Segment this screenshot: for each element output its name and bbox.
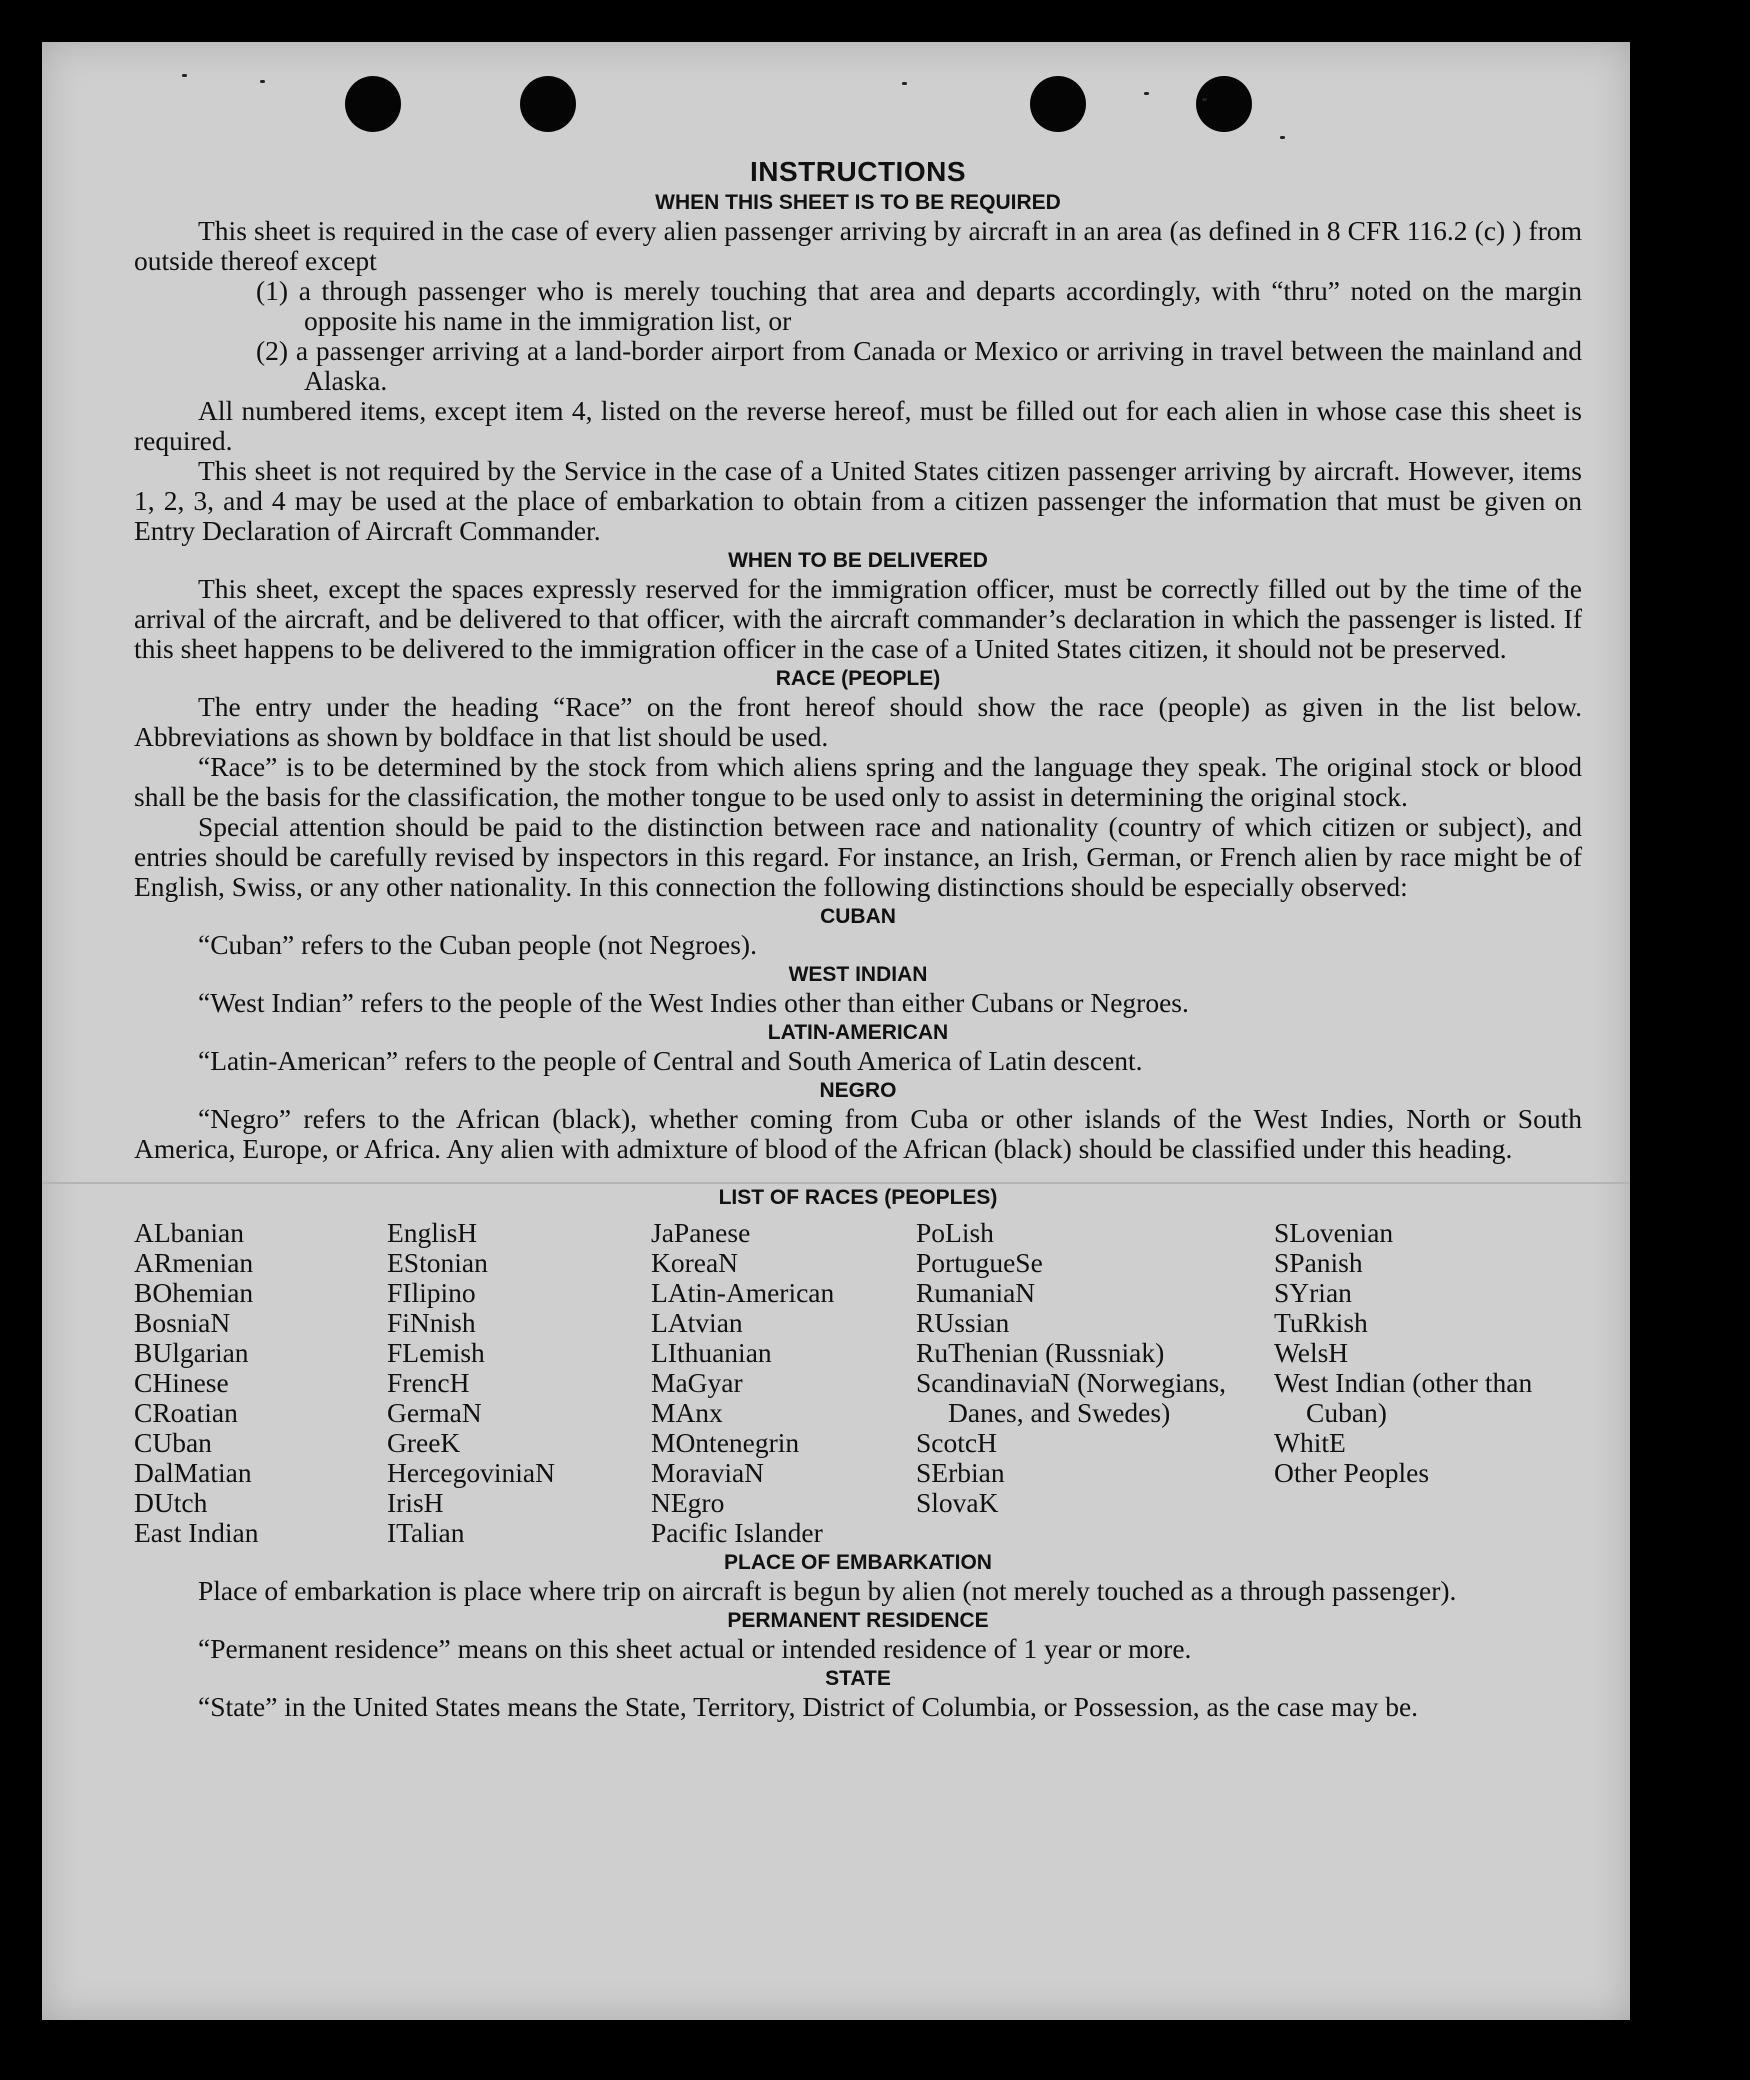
speck xyxy=(1202,98,1207,101)
race-entry: FLemish xyxy=(387,1337,485,1368)
section-heading: NEGRO xyxy=(819,1079,897,1102)
race-entry: Pacific Islander xyxy=(651,1517,823,1548)
race-entry: CHinese xyxy=(134,1367,229,1398)
paragraph: “Cuban” refers to the Cuban people (not Negroes). xyxy=(198,929,757,960)
race-entry: East Indian xyxy=(134,1517,259,1548)
section-heading: RACE (PEOPLE) xyxy=(775,667,941,690)
race-entry: ARmenian xyxy=(134,1247,254,1278)
paragraph: “West Indian” refers to the people of the West Indies other than either Cubans or Negroes. xyxy=(198,987,1189,1018)
race-column xyxy=(387,1218,651,1548)
paragraph: “Race” is to be determined by the stock from which aliens spring and the language they speak. The original stock or blood shall be the basis for the classification, the mother tongue to be used only to assist in determining the original stock. xyxy=(134,751,1582,812)
race-entry: FiNnish xyxy=(387,1307,476,1338)
race-entry: SLovenian xyxy=(1274,1217,1394,1248)
race-entry: JaPanese xyxy=(651,1217,751,1248)
race-entry: ITalian xyxy=(387,1517,465,1548)
paragraph: “Latin-American” refers to the people of Central and South America of Latin descent. xyxy=(198,1045,1143,1076)
section-heading: WEST INDIAN xyxy=(788,963,928,986)
race-entry: MAnx xyxy=(651,1397,723,1428)
page-title: INSTRUCTIONS xyxy=(750,156,966,187)
paragraph: “State” in the United States means the State, Territory, District of Columbia, or Possession, as the case may be. xyxy=(198,1691,1419,1722)
section-heading: LIST OF RACES (PEOPLES) xyxy=(718,1186,998,1209)
race-entry: IrisH xyxy=(387,1487,444,1518)
list-item: (2) a passenger arriving at a land-border airport from Canada or Mexico or arriving in travel between the mainland and Alaska. xyxy=(256,335,1582,396)
race-entry: LAtin-American xyxy=(651,1277,835,1308)
list-item: (1) a through passenger who is merely touching that area and departs accordingly, with “thru” noted on the margin opposite his name in the immigration list, or xyxy=(256,275,1582,336)
race-entry: LIthuanian xyxy=(651,1337,772,1368)
race-entry: SErbian xyxy=(916,1457,1005,1488)
race-entry: ScotcH xyxy=(916,1427,997,1458)
race-entry: EnglisH xyxy=(387,1217,478,1248)
section-heading: LATIN-AMERICAN xyxy=(767,1021,949,1044)
race-entry: KoreaN xyxy=(651,1247,739,1278)
race-entry: HercegoviniaN xyxy=(387,1457,555,1488)
race-entry: BOhemian xyxy=(134,1277,254,1308)
race-entry: DalMatian xyxy=(134,1457,252,1488)
paragraph: Special attention should be paid to the distinction between race and nationality (country of which citizen or subject), and entries should be carefully revised by inspectors in this regard. For instance, an Irish, German, or French alien by race might be of English, Swiss, or any other nationality. In this connection the following distinctions should be especially observed: xyxy=(134,811,1582,902)
race-entry: BUlgarian xyxy=(134,1337,249,1368)
race-entry: FIlipino xyxy=(387,1277,476,1308)
race-entry: GermaN xyxy=(387,1397,482,1428)
race-entry: RUssian xyxy=(916,1307,1010,1338)
paragraph: The entry under the heading “Race” on the front hereof should show the race (people) as given in the list below. Abbreviations as shown by boldface in that list should be used. xyxy=(134,691,1582,752)
race-entry: FrencH xyxy=(387,1367,470,1398)
race-column xyxy=(134,1218,387,1548)
race-entry: PoLish xyxy=(916,1217,994,1248)
paragraph: “Permanent residence” means on this sheet actual or intended residence of 1 year or more. xyxy=(198,1633,1192,1664)
section-heading: PLACE OF EMBARKATION xyxy=(724,1551,992,1574)
race-entry: CUban xyxy=(134,1427,212,1458)
paragraph: This sheet is required in the case of every alien passenger arriving by aircraft in an area (as defined in 8 CFR 116.2 (c) ) from outside thereof except xyxy=(134,215,1582,276)
race-entry: RuThenian (Russniak) xyxy=(916,1337,1165,1368)
race-entry: ScandinaviaN (Norwegians, Danes, and Swedes) xyxy=(916,1367,1227,1428)
section-heading: PERMANENT RESIDENCE xyxy=(727,1609,989,1632)
race-entry: NEgro xyxy=(651,1487,725,1518)
race-list xyxy=(134,1218,1582,1548)
race-entry: SlovaK xyxy=(916,1487,999,1518)
race-entry: Other Peoples xyxy=(1274,1457,1430,1488)
race-entry: TuRkish xyxy=(1274,1307,1368,1338)
race-entry: ALbanian xyxy=(134,1217,244,1248)
race-entry: GreeK xyxy=(387,1427,461,1458)
speck xyxy=(1144,92,1149,95)
race-entry: WelsH xyxy=(1274,1337,1349,1368)
race-entry: DUtch xyxy=(134,1487,208,1518)
paragraph: Place of embarkation is place where trip on aircraft is begun by alien (not merely touched as a through passenger). xyxy=(198,1575,1457,1606)
race-entry: SPanish xyxy=(1274,1247,1363,1278)
race-entry: EStonian xyxy=(387,1247,488,1278)
paragraph: “Negro” refers to the African (black), whether coming from Cuba or other islands of the West Indies, North or South America, Europe, or Africa. Any alien with admixture of blood of the African (black) should be classified under this heading. xyxy=(134,1103,1582,1164)
speck xyxy=(902,82,907,85)
race-entry: RumaniaN xyxy=(916,1277,1036,1308)
race-column xyxy=(916,1218,1274,1548)
section-heading: STATE xyxy=(825,1667,891,1690)
document-page xyxy=(42,42,1630,2020)
paragraph: This sheet is not required by the Service in the case of a United States citizen passenger arriving by aircraft. However, items 1, 2, 3, and 4 may be used at the place of embarkation to obtain from a citizen passenger the information that must be given on Entry Declaration of Aircraft Commander. xyxy=(134,455,1582,546)
race-entry: LAtvian xyxy=(651,1307,743,1338)
race-column xyxy=(1274,1218,1574,1548)
instructions-content xyxy=(134,114,1582,1722)
race-column xyxy=(651,1218,916,1548)
speck xyxy=(182,74,187,77)
race-entry: MOntenegrin xyxy=(651,1427,800,1458)
race-entry: SYrian xyxy=(1274,1277,1352,1308)
section-heading: CUBAN xyxy=(820,905,896,928)
section-heading: WHEN TO BE DELIVERED xyxy=(728,549,988,572)
race-entry: CRoatian xyxy=(134,1397,238,1428)
paragraph: All numbered items, except item 4, listed on the reverse hereof, must be filled out for each alien in whose case this sheet is required. xyxy=(134,395,1582,456)
speck xyxy=(260,80,265,83)
race-entry: BosniaN xyxy=(134,1307,231,1338)
race-entry: PortugueSe xyxy=(916,1247,1043,1278)
race-entry: WhitE xyxy=(1274,1427,1346,1458)
race-entry: MaGyar xyxy=(651,1367,743,1398)
section-heading: WHEN THIS SHEET IS TO BE REQUIRED xyxy=(655,191,1061,214)
paragraph: This sheet, except the spaces expressly reserved for the immigration officer, must be correctly filled out by the time of the arrival of the aircraft, and be delivered to that officer, with the aircraft commander’s declaration in which the passenger is listed. If this sheet happens to be delivered to the immigration officer in the case of a United States citizen, it should not be preserved. xyxy=(134,573,1582,664)
race-entry: West Indian (other than Cuban) xyxy=(1274,1367,1533,1428)
race-entry: MoraviaN xyxy=(651,1457,765,1488)
